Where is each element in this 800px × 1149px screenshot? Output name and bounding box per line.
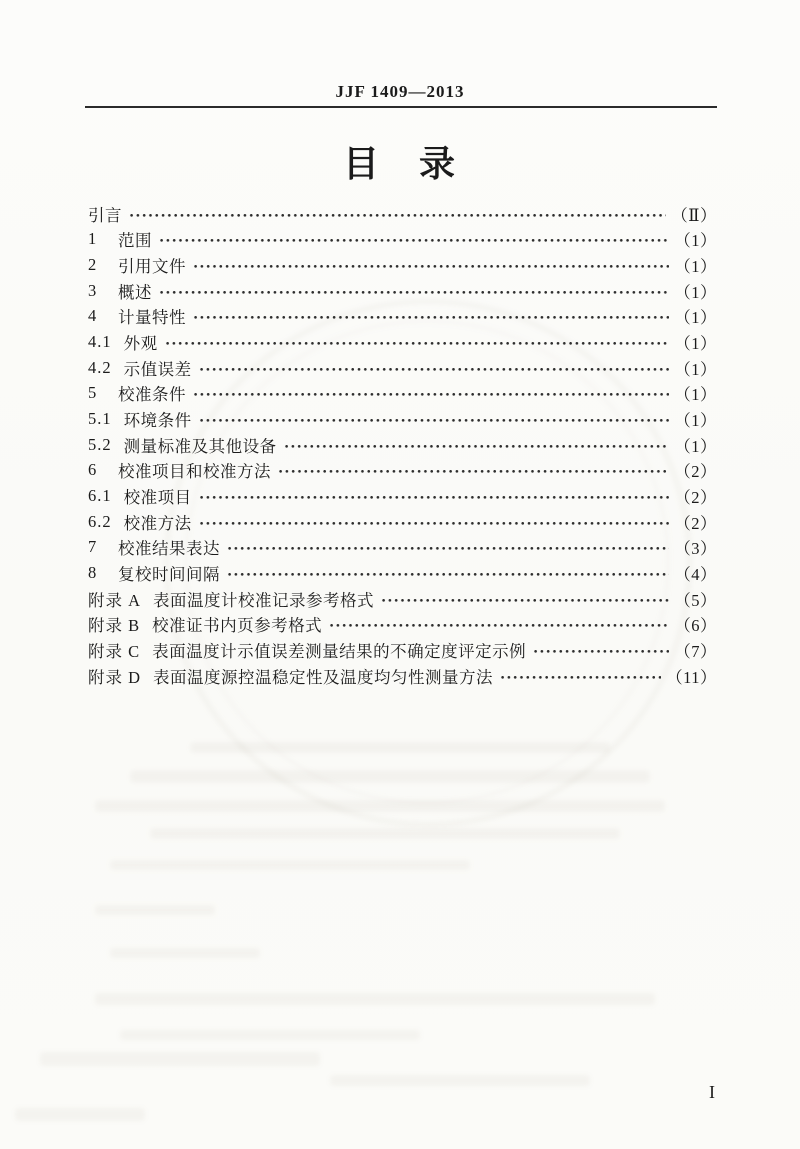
toc-row <box>88 304 717 330</box>
toc-item-title: 表面温度源控温稳定性及温度均匀性测量方法 <box>153 667 494 687</box>
toc-item-title: 校准项目和校准方法 <box>118 462 271 482</box>
toc-leader-dots <box>193 385 669 402</box>
bleed-through-artifact <box>190 742 610 753</box>
header-rule <box>85 106 717 108</box>
bleed-through-artifact <box>40 1052 320 1066</box>
toc-leader-dots <box>199 488 670 505</box>
bleed-through-artifact <box>95 800 665 812</box>
toc-item-title: 校准方法 <box>123 513 192 533</box>
toc-item-title: 复校时间间隔 <box>118 565 220 585</box>
toc-item-page: （1） <box>674 359 717 379</box>
toc-row <box>88 227 717 253</box>
bleed-through-artifact <box>110 860 470 870</box>
toc-item-number: 4.2 <box>88 357 112 377</box>
toc-item-page: （5） <box>674 590 717 610</box>
toc-item-page: （2） <box>674 462 717 482</box>
footer-page-number: I <box>709 1082 715 1102</box>
page-title: 目 录 <box>342 143 457 184</box>
toc-item-title: 测量标准及其他设备 <box>123 436 277 456</box>
bleed-through-artifact <box>15 1108 145 1121</box>
toc-item-number: 附录 B <box>88 616 141 636</box>
bleed-through-artifact <box>110 948 260 958</box>
toc-row <box>88 535 717 561</box>
toc-item-number: 5.1 <box>88 409 112 429</box>
toc-item-title: 范围 <box>118 231 152 251</box>
toc-item-page: （Ⅱ） <box>671 205 717 225</box>
toc-leader-dots <box>193 257 669 274</box>
toc-item-page: （1） <box>674 231 717 251</box>
toc-item-number: 7 <box>88 537 98 557</box>
table-of-contents <box>88 201 717 688</box>
toc-leader-dots <box>159 283 669 300</box>
toc-leader-dots <box>193 308 669 325</box>
toc-row <box>88 355 717 381</box>
toc-item-number: 5.2 <box>88 434 112 454</box>
toc-leader-dots <box>500 668 661 685</box>
toc-item-number: 6.2 <box>88 511 112 531</box>
toc-item-title: 计量特性 <box>118 308 186 328</box>
toc-row <box>88 406 717 432</box>
toc-item-page: （4） <box>674 565 717 585</box>
toc-leader-dots <box>381 591 669 608</box>
toc-item-number: 1 <box>88 229 98 249</box>
toc-item-page: （6） <box>674 616 717 636</box>
toc-row <box>88 278 717 304</box>
toc-row <box>88 483 717 509</box>
toc-item-title: 示值误差 <box>123 359 192 379</box>
toc-leader-dots <box>199 360 670 377</box>
bleed-through-artifact <box>95 905 215 915</box>
toc-row <box>88 329 717 355</box>
toc-item-number: 5 <box>88 383 98 403</box>
toc-item-page: （2） <box>674 488 717 508</box>
toc-item-number: 4.1 <box>88 332 112 352</box>
toc-item-number: 附录 C <box>88 641 141 661</box>
toc-item-page: （1） <box>674 257 717 277</box>
toc-item-title: 环境条件 <box>123 411 192 431</box>
toc-item-number: 附录 A <box>88 590 142 610</box>
toc-item-title: 校准结果表达 <box>118 539 220 559</box>
toc-row <box>88 637 717 663</box>
toc-leader-dots <box>199 514 670 531</box>
toc-item-title: 外观 <box>123 334 158 354</box>
toc-row <box>88 663 717 689</box>
toc-item-page: （1） <box>674 282 717 302</box>
toc-item-page: （1） <box>674 385 717 405</box>
toc-item-number: 3 <box>88 280 98 300</box>
toc-item-page: （3） <box>674 539 717 559</box>
toc-item-title: 校准项目 <box>123 488 192 508</box>
bleed-through-artifact <box>330 1075 590 1086</box>
toc-row <box>88 458 717 484</box>
toc-item-page: （2） <box>674 513 717 533</box>
toc-leader-dots <box>329 616 669 633</box>
toc-item-title: 校准条件 <box>118 385 186 405</box>
toc-leader-dots <box>159 231 669 248</box>
toc-item-page: （1） <box>674 436 717 456</box>
toc-row <box>88 612 717 638</box>
toc-item-title: 表面温度计校准记录参考格式 <box>153 590 375 610</box>
bleed-through-artifact <box>120 1030 420 1040</box>
toc-leader-dots <box>129 206 666 223</box>
toc-row <box>88 560 717 586</box>
toc-item-page: （11） <box>666 667 717 687</box>
toc-item-page: （7） <box>674 641 717 661</box>
toc-item-title: 引言 <box>88 205 122 225</box>
toc-item-title: 概述 <box>118 282 152 302</box>
toc-item-number: 6 <box>88 460 98 480</box>
toc-item-number: 2 <box>88 255 98 275</box>
toc-item-title: 引用文件 <box>118 257 186 277</box>
toc-item-page: （1） <box>674 411 717 431</box>
toc-leader-dots <box>199 411 670 428</box>
bleed-through-artifact <box>150 828 620 839</box>
toc-leader-dots <box>227 565 669 582</box>
toc-row <box>88 509 717 535</box>
toc-leader-dots <box>165 334 670 351</box>
toc-item-number: 8 <box>88 563 98 583</box>
toc-row <box>88 432 717 458</box>
bleed-through-artifact <box>130 770 650 783</box>
toc-leader-dots <box>533 642 669 659</box>
toc-leader-dots <box>284 437 670 454</box>
toc-row <box>88 586 717 612</box>
toc-item-number: 4 <box>88 306 98 326</box>
toc-item-title: 校准证书内页参考格式 <box>152 616 323 636</box>
toc-item-title: 表面温度计示值误差测量结果的不确定度评定示例 <box>152 641 527 661</box>
toc-row <box>88 252 717 278</box>
toc-item-page: （1） <box>674 308 717 328</box>
toc-row <box>88 201 717 227</box>
document-code: JJF 1409—2013 <box>335 82 465 101</box>
toc-item-number: 附录 D <box>88 667 142 687</box>
toc-row <box>88 381 717 407</box>
toc-leader-dots <box>278 462 669 479</box>
toc-item-page: （1） <box>674 334 717 354</box>
bleed-through-artifact <box>95 993 655 1005</box>
toc-leader-dots <box>227 539 669 556</box>
toc-item-number: 6.1 <box>88 486 112 506</box>
